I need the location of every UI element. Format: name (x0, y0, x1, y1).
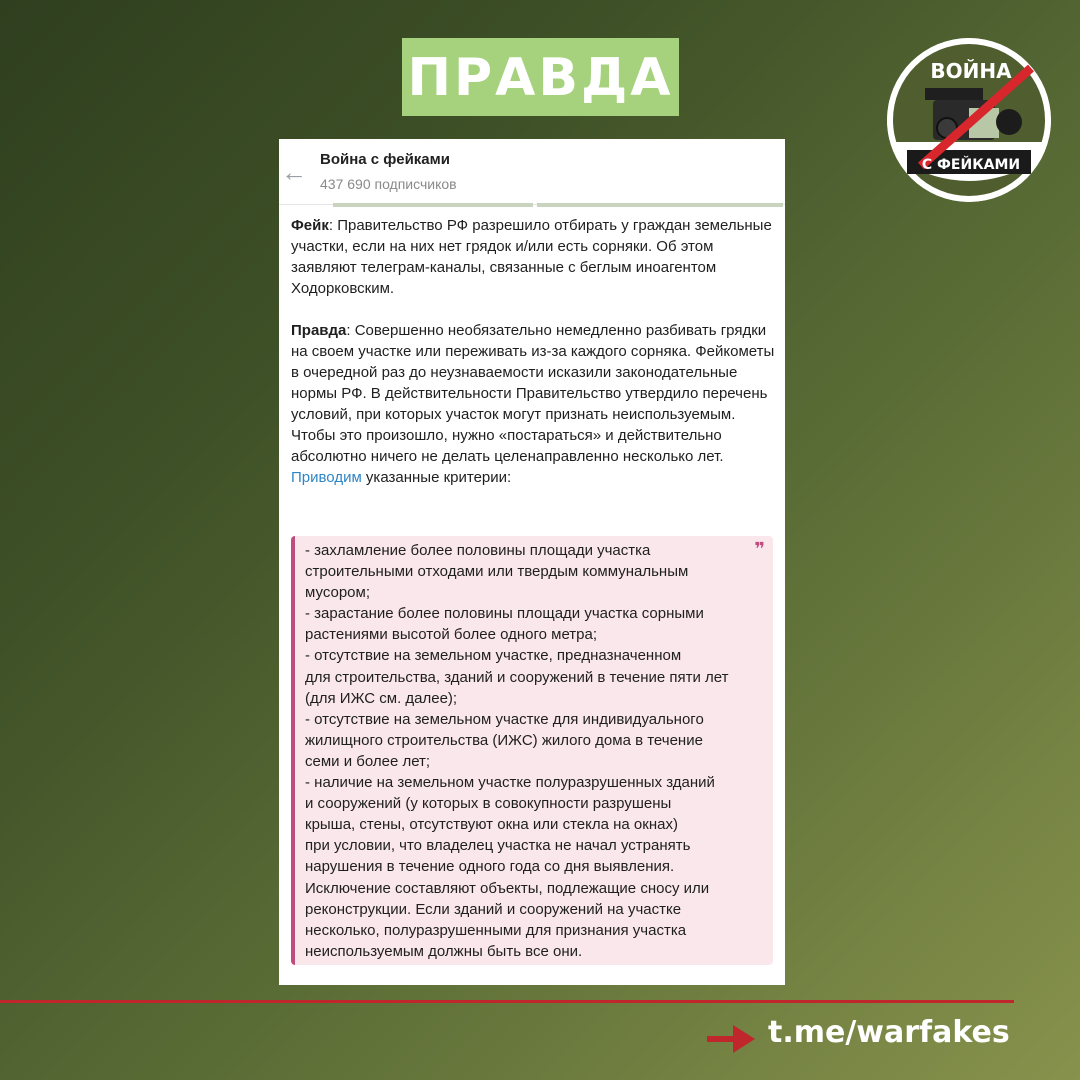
channel-name[interactable]: Война с фейками (320, 151, 450, 168)
logo-top-text: ВОЙНА (930, 59, 1012, 83)
truth-label: Правда (291, 322, 347, 339)
subscriber-count: 437 690 подписчиков (320, 176, 457, 192)
channel-logo (887, 38, 1051, 202)
truth-text: : Совершенно необязательно немедленно разбивать грядки на своем участке или переживать из-за каждого сорняка. Фейкометы в очередной раз до неузнаваемости исказили законодательные нормы РФ. В действительности Правительство утвердило перечень условий, при которых участок могут признать неиспользуемым. Чтобы это произошло, нужно «постараться» и действительно абсолютно ничего не делать целенаправленно несколько лет. (291, 322, 775, 465)
quote-line: строительными отходами или твердым коммунальным (305, 563, 689, 581)
footer-divider (0, 1000, 1014, 1003)
media-strip (537, 203, 783, 207)
telegram-post-screenshot (279, 139, 785, 985)
quote-line: реконструкции. Если зданий и сооружений на участке (305, 900, 682, 918)
message-text (291, 215, 777, 488)
quote-mark-icon: ❞ (754, 539, 765, 559)
quote-line: растениями высотой более одного метра; (305, 626, 598, 644)
quote-line: неиспользуемым должны быть все они. (305, 942, 583, 960)
verdict-badge: ПРАВДА (402, 38, 679, 116)
quote-line: - наличие на земельном участке полуразрушенных зданий (305, 774, 715, 792)
criteria-link[interactable]: Приводим (291, 469, 362, 486)
quote-lines (305, 540, 743, 962)
logo-graphic (887, 38, 1051, 202)
media-strip (333, 203, 533, 207)
fake-paragraph (291, 215, 777, 299)
quote-line: при условии, что владелец участка не начал устранять (305, 837, 691, 855)
channel-link[interactable]: t.me/warfakes (768, 1015, 1010, 1050)
quote-line: Исключение составляют объекты, подлежащие сносу или (305, 879, 710, 897)
fake-text: : Правительство РФ разрешило отбирать у граждан земельные участки, если на них нет грядок и/или есть сорняки. Об этом заявляют телеграм-каналы, связанные с беглым иноагентом Ходорковским. (291, 217, 772, 297)
quote-line: нарушения в течение одного года со дня выявления. (305, 858, 675, 876)
quote-line: семи и более лет; (305, 752, 431, 770)
quote-line: - захламление более половины площади участка (305, 542, 651, 559)
quote-line: (для ИЖС см. далее); (305, 689, 458, 707)
quote-line: несколько, полуразрушенными для признания участка (305, 921, 687, 939)
quote-line: и сооружений (у которых в совокупности разрушены (305, 795, 672, 813)
quote-line: - отсутствие на земельном участке, предназначенном (305, 647, 682, 665)
truth-paragraph (291, 320, 777, 488)
fake-label: Фейк (291, 217, 329, 234)
truth-text-end: указанные критерии: (361, 469, 512, 486)
quote-line: - отсутствие на земельном участке для индивидуального (305, 710, 704, 728)
quote-line: для строительства, зданий и сооружений в течение пяти лет (305, 668, 729, 686)
logo-bottom-text: С ФЕЙКАМИ (921, 157, 1021, 173)
arrow-left-icon[interactable]: ← (281, 157, 307, 187)
arrow-right-icon (707, 1025, 755, 1053)
quote-line: мусором; (305, 584, 370, 602)
quote-line: жилищного строительства (ИЖС) жилого дома в течение (305, 731, 703, 749)
criteria-quote (291, 536, 773, 965)
quote-line: крыша, стены, отсутствуют окна или стекла на окнах) (305, 816, 678, 834)
quote-line: - зарастание более половины площади участка сорными (305, 605, 704, 623)
chat-header (279, 139, 785, 205)
